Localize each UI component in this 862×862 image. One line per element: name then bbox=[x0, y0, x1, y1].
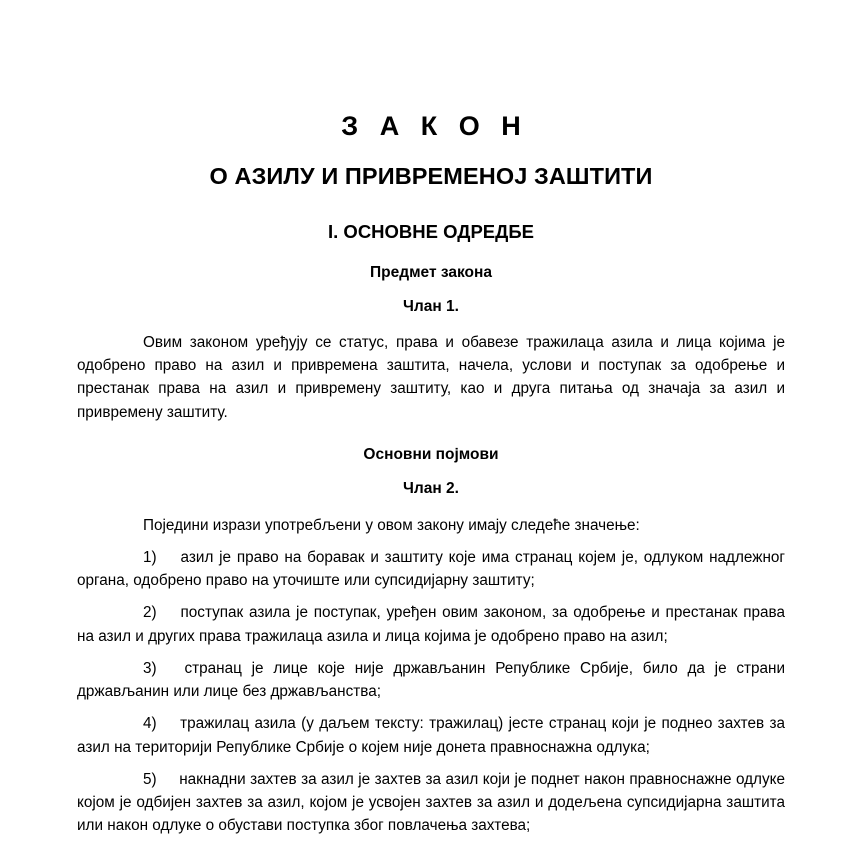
list-item-text: азил је право на боравак и заштиту које има странац којем је, одлуком надлежног органа, одобрено право на уточиште или супсидијарну заштиту; bbox=[77, 549, 786, 590]
list-item-text: поступак азила је поступак, уређен овим законом, за одобрење и престанак права на азил и других права тражилаца азила и лица којима је одобрено право на азил; bbox=[77, 604, 785, 645]
list-item bbox=[77, 759, 785, 838]
list-item-gap bbox=[157, 549, 181, 566]
list-item-gap bbox=[157, 771, 180, 788]
list-item bbox=[77, 703, 785, 758]
definition-list bbox=[77, 537, 785, 837]
list-item-text: странац је лице које није држављанин Републике Србије, било да је страни држављанин или лице без држављанства; bbox=[77, 659, 785, 701]
document-subtitle: О АЗИЛУ И ПРИВРЕМЕНОЈ ЗАШТИТИ bbox=[209, 162, 653, 189]
article-2-label: Члан 2. bbox=[403, 479, 459, 497]
list-item-marker: 1) bbox=[143, 549, 157, 567]
list-item-marker: 2) bbox=[143, 604, 157, 622]
section-heading: I. ОСНОВНЕ ОДРЕДБЕ bbox=[328, 220, 534, 242]
document-content bbox=[77, 0, 785, 837]
document-title: З А К О Н bbox=[341, 111, 528, 141]
list-item-text: тражилац азила (у даљем тексту: тражилац) јесте странац који је поднео захтев за азил на територији Републике Србије о којем није донета правноснажна одлука; bbox=[77, 715, 786, 756]
list-item-gap bbox=[157, 715, 181, 732]
list-item-marker: 3) bbox=[143, 659, 157, 677]
list-item bbox=[77, 648, 785, 703]
list-item bbox=[77, 592, 785, 647]
article-2-subject-heading: Основни појмови bbox=[363, 445, 499, 463]
list-item-text: накнадни захтев за азил је захтев за азил који је поднет након правноснажне одлуке којом је одбијен захтев за азил, којом је усвојен захтев за азил и додељена супсидијарна заштита или након одлуке о обустави поступка због повлачења захтева; bbox=[77, 770, 785, 835]
list-item-gap bbox=[157, 604, 181, 621]
list-item bbox=[77, 537, 785, 592]
article-1-subject-heading: Предмет закона bbox=[370, 263, 492, 281]
list-item-marker: 4) bbox=[143, 715, 157, 733]
article-1-paragraph: Овим законом уређују се статус, права и обавезе тражилаца азила и лица којима је одобрено право на азил и привремена заштита, начела, услови и поступак за одобрење и престанак права на азил и привремену заштиту, као и друга питања од значаја за азил и привремену заштиту. bbox=[77, 333, 785, 421]
article-2-lead-paragraph: Поједини изрази употребљени у овом закону имају следеће значење: bbox=[143, 516, 640, 534]
article-1-label: Члан 1. bbox=[403, 297, 459, 315]
list-item-marker: 5) bbox=[143, 770, 157, 788]
list-item-gap bbox=[157, 660, 185, 677]
